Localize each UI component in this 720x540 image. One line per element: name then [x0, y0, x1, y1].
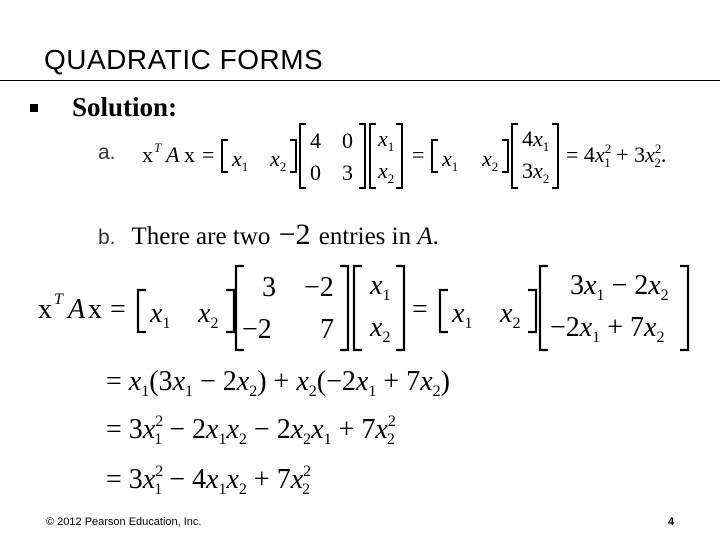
eq-a-prod-1: $4x_1$ [522, 126, 550, 154]
part-b-value: −2 [278, 218, 311, 251]
eq-a-equals-1: = [202, 142, 215, 167]
eq-b-row-bracket-left [138, 290, 146, 332]
eq-b-equals-2: = [412, 294, 428, 325]
eq-a-m21: 0 [310, 160, 321, 185]
eq-a-col-bracket-left [370, 124, 376, 188]
eq-b-m22: 7 [320, 314, 334, 345]
eq-a-m22: 3 [342, 160, 353, 185]
part-b-matrix-name: A [417, 223, 433, 250]
equation-b-step-3 [100, 456, 520, 502]
slide-title: QUADRATIC FORMS [44, 44, 324, 75]
eq-a-lhs-x2: x [184, 142, 195, 167]
page-number: 4 [668, 516, 675, 528]
eq-a-prod-2: $3x_2$ [522, 158, 550, 186]
eq-b-row-bracket-right [226, 290, 234, 332]
eq-b-matrix-bracket-right [340, 266, 348, 350]
eq-a-row2-x2: $x_2$ [482, 146, 499, 174]
equation-b-step-1 [100, 360, 520, 402]
eq-b-row2-bracket-right [528, 290, 536, 332]
eq-b-lhs-x: x [38, 294, 52, 325]
bullet-square-icon [30, 104, 38, 112]
eq-a-lhs-a: A [166, 142, 180, 167]
eq-a-row-bracket-right [290, 140, 296, 172]
eq-a-matrix-bracket-right [359, 124, 365, 188]
part-a-label: a. [98, 141, 116, 164]
eq-a-m12: 0 [342, 128, 353, 153]
equation-b-step-2 [100, 406, 520, 452]
eq-a-row-x2: $x_2$ [270, 146, 287, 174]
eq-b-prod-1: $3x_1 - 2x_2$ [570, 270, 669, 304]
eq-b-row2-x2: $x_2$ [500, 298, 521, 332]
part-b-text-2: entries in [318, 223, 412, 250]
eq-b-m11: 3 [262, 272, 276, 303]
eq-a-matrix-bracket-left [300, 124, 306, 188]
eq-b-row2-bracket-left [440, 290, 448, 332]
eq-b-col-bracket-left [354, 266, 362, 350]
eq-b-prod-bracket-right [680, 266, 688, 350]
eq-b-row-x2: $x_2$ [198, 298, 219, 332]
eq-a-row2-x1: $x_1$ [442, 146, 459, 174]
eq-b-equals-1: = [110, 294, 126, 325]
eq-b-prod-2: $-2x_1 + 7x_2$ [550, 312, 665, 346]
eq-a-col-x2: $x_2$ [378, 158, 395, 186]
eq-a-row-bracket-left [222, 140, 228, 172]
eq-a-equals-2: = [412, 142, 425, 167]
equation-a [140, 120, 700, 192]
eq-a-col-bracket-right [396, 124, 402, 188]
part-b-line [98, 218, 439, 252]
eq-b-lhs-a: A [68, 294, 86, 325]
eq-a-prod-bracket-right [552, 124, 558, 188]
eq-a-m11: 4 [310, 128, 321, 153]
eq-b-row-x1: $x_1$ [150, 298, 171, 332]
eq-a-row-x1: $x_1$ [232, 146, 249, 174]
eq-b-m21: −2 [242, 314, 272, 345]
eq-b-row2-x1: $x_1$ [452, 298, 473, 332]
eq-a-lhs-x: x [142, 142, 153, 167]
part-b-period: . [432, 223, 439, 250]
eq-a-result: = $4x^2$ $1 + 3x^2$ 2. [566, 141, 667, 170]
equation-b [36, 262, 696, 354]
eq-a-col-x1: $x_1$ [378, 126, 395, 154]
eq-a-lhs-transpose: T [154, 140, 162, 155]
eq-b-m12: −2 [304, 272, 334, 303]
eq-b-lhs-transpose: T [54, 291, 63, 308]
title-divider [0, 80, 720, 81]
eq-a-row2-bracket-right [502, 140, 508, 172]
eq-b-col-x2: $x_2$ [370, 312, 391, 346]
part-b-text-1: There are two [131, 223, 271, 250]
part-b-label: b. [98, 226, 116, 249]
eq-b-col-x1: $x_1$ [370, 270, 391, 304]
eq-b-prod-bracket-left [540, 266, 548, 350]
eq-b-step2-text: = $3x^2$ $1 - 2x_1x_2 - 2x_2x_1 + 7x^2$ 2 [106, 413, 396, 448]
eq-a-row2-bracket-left [432, 140, 438, 172]
copyright-footer: © 2012 Pearson Education, Inc. [46, 516, 202, 528]
solution-heading: Solution: [72, 92, 178, 122]
eq-b-step3-text: = $3x^2$ $1 - 4x_1x_2 + 7x^2$ 2 [106, 463, 312, 498]
eq-a-prod-bracket-left [512, 124, 518, 188]
eq-b-lhs-x2: x [88, 294, 102, 325]
eq-b-col-bracket-right [396, 266, 404, 350]
eq-b-step1-text: = $x_1(3x_1 - 2x_2) + x_2(-2x_1 + 7x_2)$ [106, 366, 450, 400]
